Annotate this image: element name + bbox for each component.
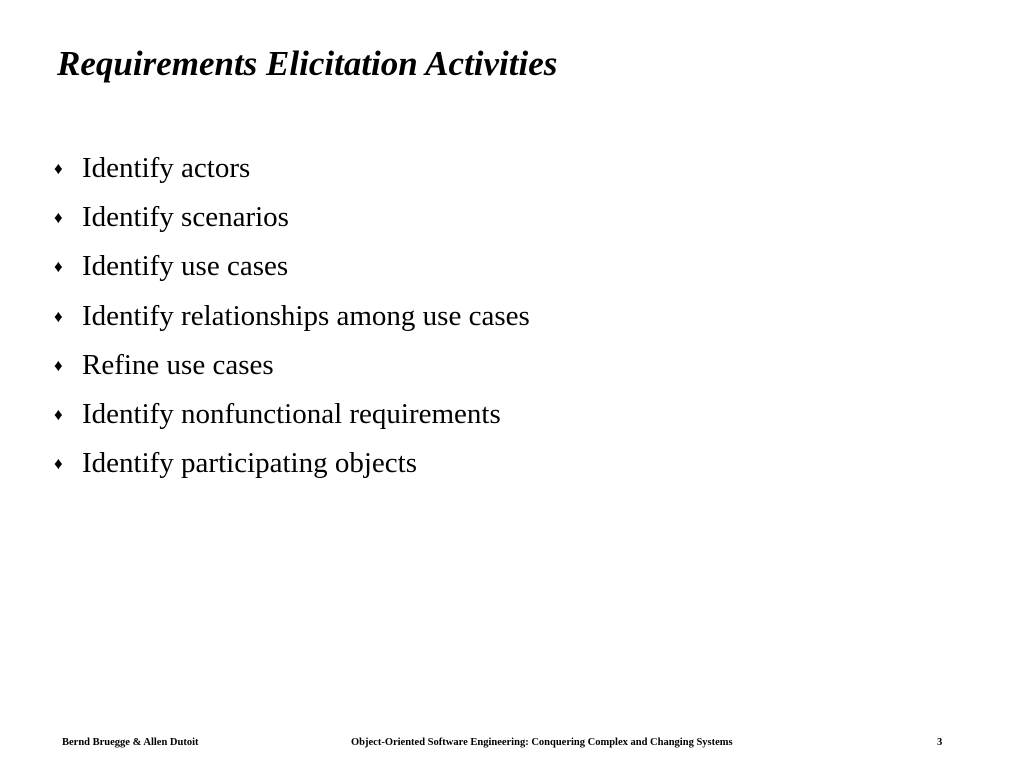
list-item <box>52 144 530 193</box>
list-item <box>52 193 530 242</box>
diamond-bullet-icon: ♦ <box>54 355 63 375</box>
diamond-bullet-icon: ♦ <box>54 405 63 425</box>
bullet-text: Identify relationships among use cases <box>82 299 530 332</box>
list-item <box>52 341 530 390</box>
slide-title: Requirements Elicitation Activities <box>57 44 558 83</box>
bullet-text: Identify actors <box>82 152 251 185</box>
bullet-text: Refine use cases <box>82 348 274 381</box>
bullet-text: Identify scenarios <box>82 201 289 234</box>
diamond-bullet-icon: ♦ <box>54 454 63 474</box>
bullet-text: Identify nonfunctional requirements <box>82 398 501 431</box>
list-item <box>52 390 530 439</box>
diamond-bullet-icon: ♦ <box>54 306 63 326</box>
bullet-text: Identify use cases <box>82 250 289 283</box>
list-item <box>52 242 530 291</box>
list-item <box>52 292 530 341</box>
footer-book-title: Object-Oriented Software Engineering: Conquering Complex and Changing Systems <box>351 737 733 748</box>
diamond-bullet-icon: ♦ <box>54 257 63 277</box>
page-number: 3 <box>937 737 943 748</box>
bullet-text: Identify participating objects <box>82 447 418 480</box>
list-item <box>52 439 530 488</box>
diamond-bullet-icon: ♦ <box>54 208 63 228</box>
bullet-list <box>52 144 530 488</box>
diamond-bullet-icon: ♦ <box>54 159 63 179</box>
footer-authors: Bernd Bruegge & Allen Dutoit <box>62 737 199 748</box>
